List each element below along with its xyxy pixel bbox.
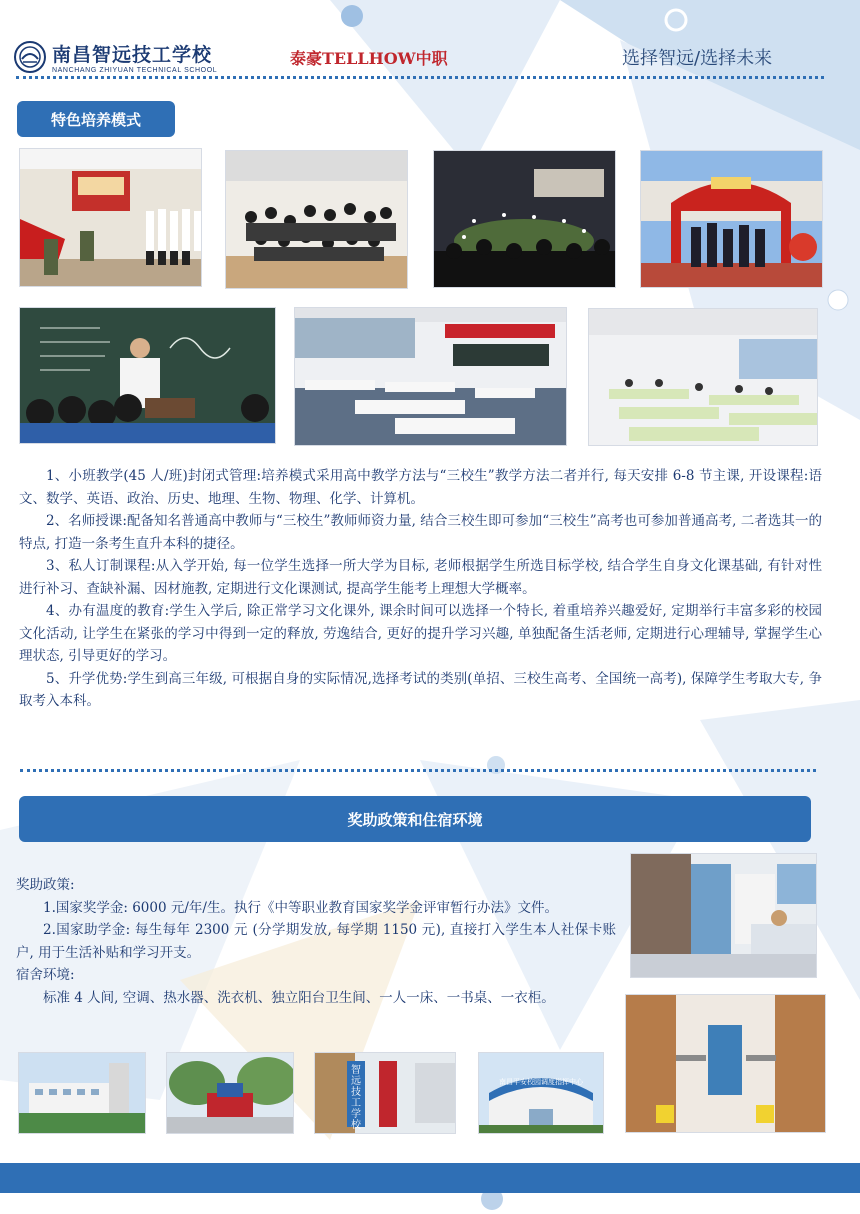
dorm-bunk-photo <box>625 994 826 1133</box>
footer-bar <box>0 1163 860 1193</box>
dorm-room-photo <box>630 853 817 978</box>
teacher-lecture-photo <box>19 307 276 444</box>
training-point-2: 2、名师授课:配备知名普通高中教师与“三校生”教师师资力量, 结合三校生即可参加“三校生”高考也可参加普通高考, 二者选其一的特点, 打造一条考生直升本科的捷径。 <box>19 513 822 552</box>
school-emblem-icon <box>14 41 46 73</box>
partner-logo-text: 泰豪TELLHOW中职 <box>290 49 448 68</box>
school-logo <box>14 40 217 74</box>
policy-description <box>16 874 616 1009</box>
slogan: 选择智远/选择未来 <box>622 48 773 69</box>
dispatch-center-sign: 南昌平安校园调度指挥中心 <box>499 1078 583 1086</box>
campus-sculpture-photo <box>166 1052 294 1134</box>
campus-banner-photo <box>314 1052 456 1134</box>
flag-ceremony-photo <box>19 148 202 287</box>
policy-item-2: 2.国家助学金: 每生每年 2300 元 (分学期发放, 每学期 1150 元), 直接打入学生本人社保卡账户, 用于生活补贴和学习开支。 <box>16 922 616 961</box>
students-group-photo <box>225 150 408 289</box>
section-title-training: 特色培养模式 <box>17 101 175 137</box>
school-name-cn: 南昌智远技工学校 <box>52 44 213 66</box>
training-description <box>19 465 822 713</box>
computer-lab-photo <box>588 308 818 446</box>
dispatch-center-photo <box>478 1052 604 1134</box>
training-point-4: 4、办有温度的教育:学生入学后, 除正常学习文化课外, 课余时间可以选择一个特长, 着重培养兴趣爱好, 定期举行丰富多彩的校园文化活动, 让学生在紧张的学习中得到一定的释放, 劳逸结合, 更好的提升学习兴趣, 单独配备生活老师, 定期进行心理辅导, 掌握学生心理状态, 引导更好的学习。 <box>19 603 822 664</box>
header-divider <box>16 76 824 79</box>
training-point-3: 3、私人订制课程:从入学开始, 每一位学生选择一所大学为目标, 老师根据学生所选目标学校, 结合学生自身文化课基础, 有针对性进行补习、查缺补漏、因材施教, 定期进行文化课测试, 提高学生能考上理想大学概率。 <box>19 558 822 597</box>
gate-celebration-photo <box>640 150 823 288</box>
section-title-policy: 奖助政策和住宿环境 <box>19 796 811 842</box>
campus-building-photo <box>18 1052 146 1134</box>
classroom-photo <box>294 307 567 446</box>
dorm-text: 标准 4 人间, 空调、热水器、洗衣机、独立阳台卫生间、一人一床、一书桌、一衣柜。 <box>43 989 555 1006</box>
dorm-heading: 宿舍环境: <box>16 967 75 983</box>
partner-logo <box>290 46 448 69</box>
section-divider <box>20 769 816 772</box>
training-point-5: 5、升学优势:学生到高三年级, 可根据自身的实际情况,选择考试的类别(单招、三校生高考、全国统一高考), 保障学生考取大专, 争取考入本科。 <box>19 670 822 709</box>
school-name-en: NANCHANG ZHIYUAN TECHNICAL SCHOOL <box>52 67 218 74</box>
policy-item-1: 1.国家奖学金: 6000 元/年/生。执行《中等职业教育国家奖学金评审暂行办法》文件。 <box>43 899 558 916</box>
night-light-show-photo <box>433 150 616 288</box>
training-point-1: 1、小班教学(45 人/班)封闭式管理:培养模式采用高中教学方法与“三校生”教学方法二者并行, 每天安排 6-8 节主课, 开设课程:语文、数学、英语、政治、历史、地理、生物、物理、化学、计算机。 <box>19 468 822 507</box>
banner-text: 智远技工学校 <box>351 1065 361 1131</box>
policy-heading: 奖助政策: <box>16 877 75 893</box>
